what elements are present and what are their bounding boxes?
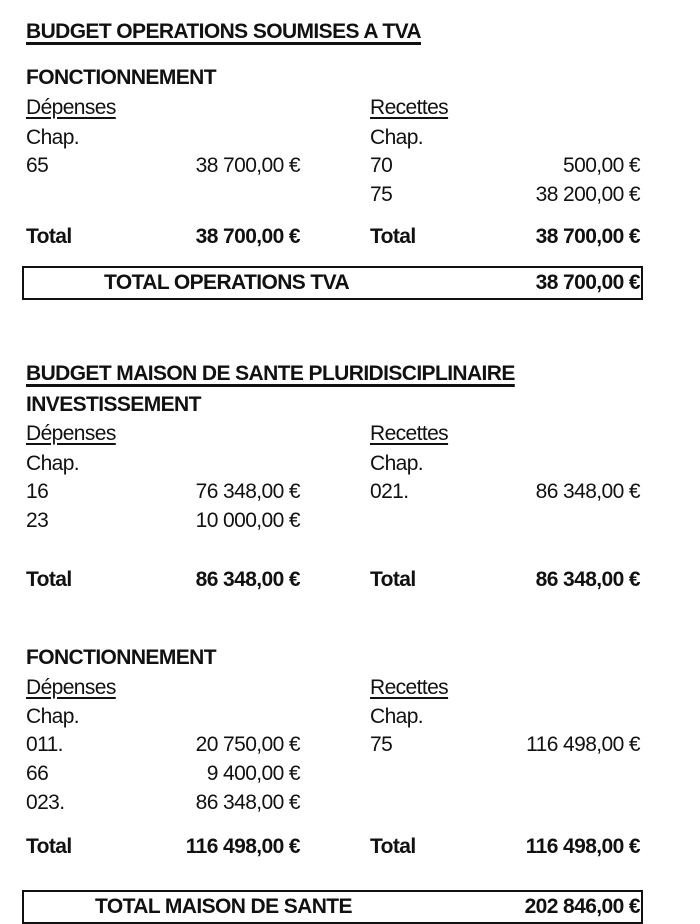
tva-fonct-rec-chap: 70 [370, 154, 393, 177]
msp-invest-dep-amount: 76 348,00 € [195, 480, 300, 503]
msp-fonct-dep-total-label: Total [26, 835, 72, 858]
tva-fonct-dep-amount: 38 700,00 € [195, 154, 300, 177]
tva-grand-total-value: 38 700,00 € [535, 271, 640, 294]
msp-fonct-rec-amount: 116 498,00 € [526, 733, 640, 756]
msp-fonct-dep-amount: 86 348,00 € [195, 791, 300, 814]
msp-invest-dep-chap: 16 [26, 480, 49, 503]
msp-fonct-dep-amount: 9 400,00 € [206, 762, 300, 785]
tva-fonct-heading: FONCTIONNEMENT [26, 66, 216, 89]
msp-fonct-dep-total: 116 498,00 € [185, 835, 300, 858]
msp-invest-depenses-label: Dépenses [26, 422, 116, 445]
tva-fonct-depenses-label: Dépenses [26, 96, 116, 119]
msp-fonct-dep-chap-header: Chap. [26, 705, 80, 728]
tva-fonct-dep-chap-header: Chap. [26, 126, 80, 149]
tva-fonct-rec-chap-header: Chap. [370, 126, 424, 149]
msp-invest-heading: INVESTISSEMENT [26, 393, 201, 416]
tva-title: BUDGET OPERATIONS SOUMISES A TVA [26, 20, 421, 43]
tva-grand-total-label: TOTAL OPERATIONS TVA [104, 271, 350, 294]
tva-fonct-dep-total: 38 700,00 € [195, 225, 300, 248]
msp-invest-dep-chap-header: Chap. [26, 452, 80, 475]
msp-fonct-heading: FONCTIONNEMENT [26, 646, 216, 669]
msp-title: BUDGET MAISON DE SANTE PLURIDISCIPLINAIRE [26, 362, 515, 385]
msp-invest-dep-amount: 10 000,00 € [195, 509, 300, 532]
msp-invest-dep-total-label: Total [26, 568, 72, 591]
msp-invest-rec-total: 86 348,00 € [535, 568, 640, 591]
msp-invest-rec-total-label: Total [370, 568, 416, 591]
tva-fonct-dep-total-label: Total [26, 225, 72, 248]
msp-invest-dep-total: 86 348,00 € [195, 568, 300, 591]
msp-fonct-dep-chap: 023. [26, 791, 65, 814]
msp-grand-total-label: TOTAL MAISON DE SANTE [95, 895, 352, 918]
tva-fonct-rec-total: 38 700,00 € [535, 225, 640, 248]
msp-fonct-dep-amount: 20 750,00 € [195, 733, 300, 756]
msp-invest-dep-chap: 23 [26, 509, 49, 532]
msp-fonct-recettes-label: Recettes [370, 676, 449, 699]
msp-invest-rec-amount: 86 348,00 € [535, 480, 640, 503]
msp-invest-rec-chap: 021. [370, 480, 409, 503]
tva-fonct-recettes-label: Recettes [370, 96, 449, 119]
msp-grand-total-value: 202 846,00 € [524, 895, 640, 918]
msp-fonct-depenses-label: Dépenses [26, 676, 116, 699]
msp-fonct-dep-chap: 66 [26, 762, 49, 785]
tva-fonct-rec-total-label: Total [370, 225, 416, 248]
tva-fonct-rec-amount: 500,00 € [563, 154, 640, 177]
msp-invest-recettes-label: Recettes [370, 422, 449, 445]
msp-fonct-rec-total: 116 498,00 € [525, 835, 640, 858]
tva-fonct-rec-chap: 75 [370, 183, 393, 206]
msp-fonct-rec-chap-header: Chap. [370, 705, 424, 728]
tva-fonct-rec-amount: 38 200,00 € [535, 183, 640, 206]
msp-fonct-dep-chap: 011. [26, 733, 63, 756]
msp-fonct-rec-total-label: Total [370, 835, 416, 858]
tva-fonct-dep-chap: 65 [26, 154, 49, 177]
msp-fonct-rec-chap: 75 [370, 733, 393, 756]
msp-invest-rec-chap-header: Chap. [370, 452, 424, 475]
